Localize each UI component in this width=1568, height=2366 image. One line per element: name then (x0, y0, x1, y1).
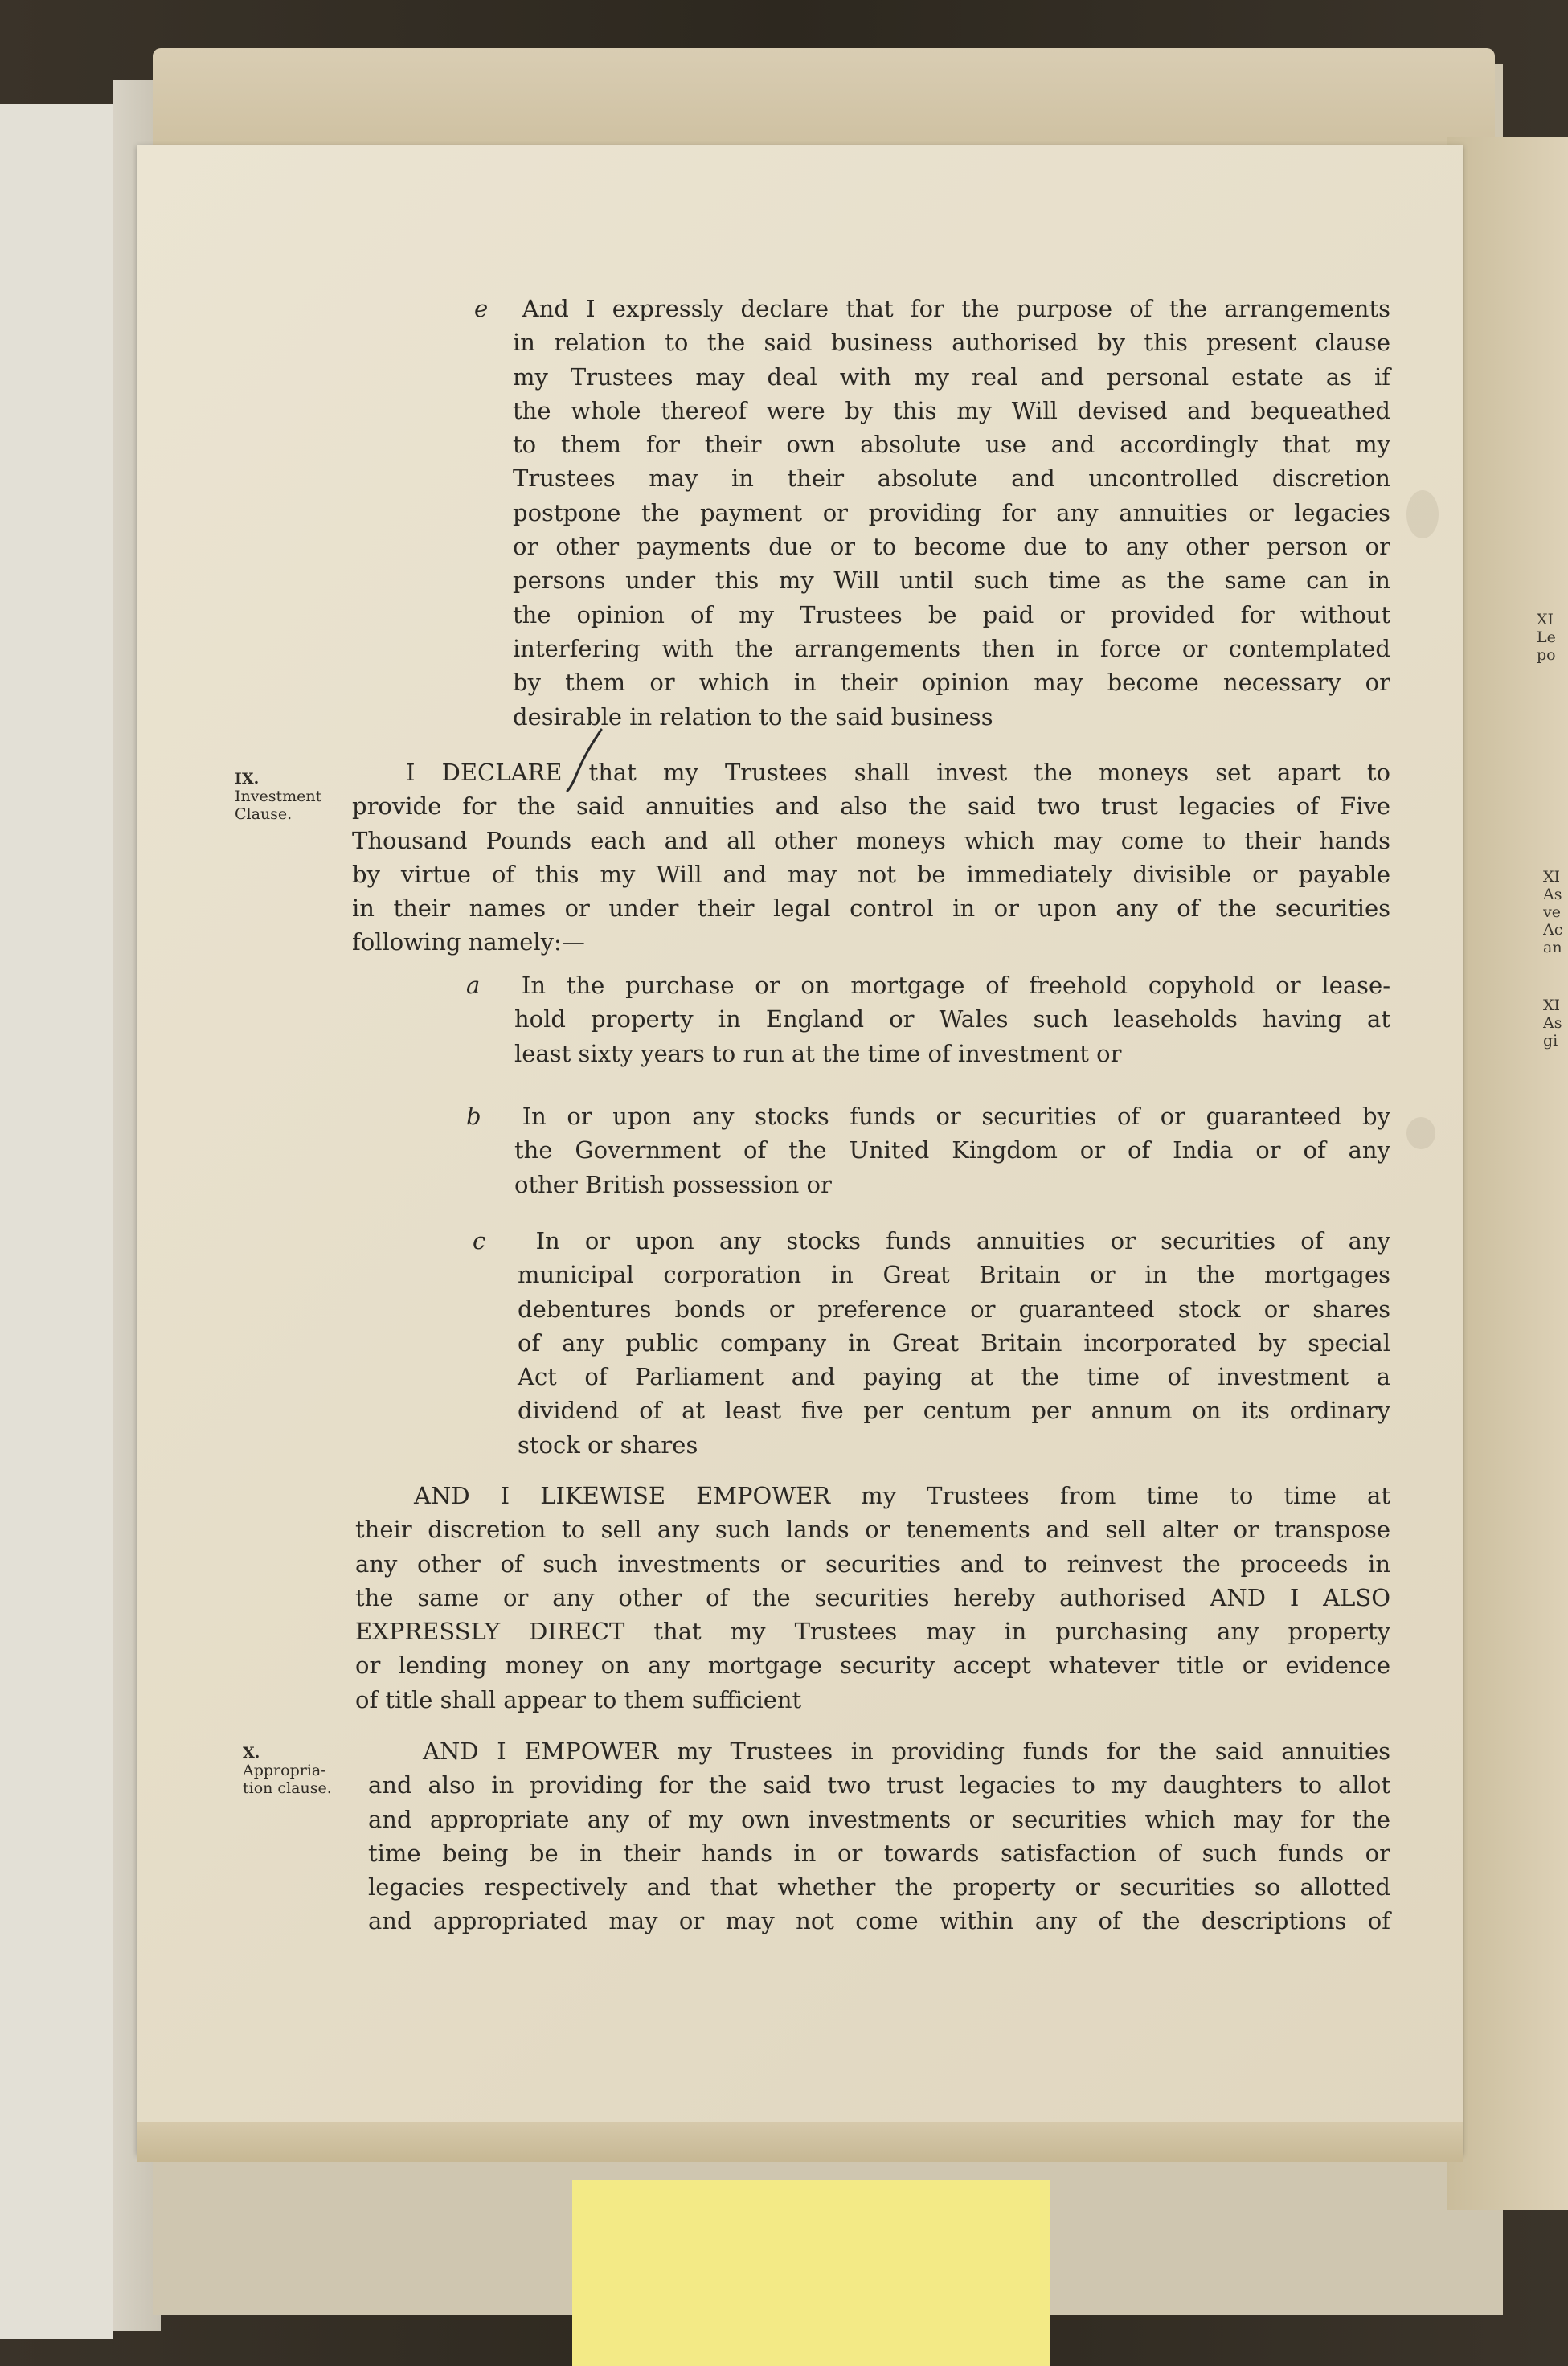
text-line: provide for the said annuities and also the said two trust legacies of Five (352, 792, 1390, 821)
clause-number: IX. (235, 770, 260, 788)
text-line: Trustees may in their absolute and uncontrolled discretion (513, 465, 1390, 493)
text-line: and appropriate any of my own investments or securities which may for the (368, 1805, 1390, 1833)
right-facing-page (1447, 137, 1568, 2210)
paper-stain (1406, 490, 1439, 538)
text-line: dividend of at least five per centum per annum on its ordinary (518, 1397, 1390, 1425)
text-line: of any public company in Great Britain incorporated by special (518, 1328, 1390, 1357)
fragment-text: As (1543, 886, 1562, 903)
text-line: debentures bonds or preference or guaranteed stock or shares (518, 1295, 1390, 1323)
fragment-text: XI (1543, 868, 1561, 886)
text-line: EXPRESSLY DIRECT that my Trustees may in purchasing any property (355, 1618, 1390, 1646)
left-blank-page (0, 104, 113, 2339)
text-line: interfering with the arrangements then in force or contemplated (513, 634, 1390, 662)
item-label: e (474, 295, 489, 322)
text-line: stock or shares (518, 1431, 698, 1459)
text-line: in relation to the said business authorised by this present clause (513, 329, 1390, 357)
empower-opening (414, 1479, 1390, 1513)
fragment-text: gi (1543, 1032, 1558, 1050)
line-text: And I expressly declare that for the purpose of the arrangements (522, 295, 1391, 322)
text-line: the same or any other of the securities hereby authorised AND I ALSO (355, 1583, 1390, 1611)
document-page (137, 145, 1463, 2154)
text-line: or lending money on any mortgage security accept whatever title or evidence (355, 1652, 1390, 1680)
clause-x-opening (423, 1734, 1390, 1768)
fragment-text: XI (1543, 997, 1561, 1014)
text-line: least sixty years to run at the time of investment or (514, 1039, 1122, 1067)
text-line: their discretion to sell any such lands or tenements and sell alter or transpose (355, 1516, 1390, 1544)
text-line: postpone the payment or providing for any annuities or legacies (513, 498, 1390, 526)
fragment-text: ve (1543, 903, 1561, 921)
text-line: hold property in England or Wales such leaseholds having at (514, 1005, 1390, 1034)
text-line: legacies respectively and that whether the property or securities so allotted (368, 1873, 1390, 1901)
text-line: by them or which in their opinion may become necessary or (513, 669, 1390, 697)
item-a-first (466, 968, 1390, 1002)
text-line (466, 968, 1390, 1002)
text-line: or other payments due or to become due to any other person or (513, 533, 1390, 561)
item-b-body (514, 1133, 1390, 1201)
item-label: a (466, 972, 481, 999)
clause-ix-opening (406, 755, 1390, 789)
paragraph-e (474, 292, 1390, 325)
text-line: to them for their own absolute use and accordingly that my (513, 431, 1390, 459)
text-line: other British possession or (514, 1170, 832, 1198)
clause-title: tion clause. (243, 1779, 332, 1797)
text-line: Thousand Pounds each and all other moneys which may come to their hands (352, 826, 1390, 854)
clause-ix-body (352, 789, 1390, 959)
text-line: following namely:— (352, 928, 585, 956)
text-line: desirable in relation to the said business (513, 702, 993, 731)
clause-title: Clause. (235, 805, 293, 823)
text-line: the Government of the United Kingdom or of India or of any (514, 1136, 1390, 1165)
fragment-text: po (1537, 646, 1556, 664)
fragment-text: Ac (1543, 921, 1563, 939)
margin-note-ix (235, 770, 321, 823)
fragment-text: an (1543, 939, 1562, 956)
margin-note-x (243, 1744, 332, 1797)
text-line: AND I LIKEWISE EMPOWER my Trustees from time to time at (414, 1482, 1390, 1509)
fragment-text: As (1543, 1014, 1562, 1032)
sticky-note (572, 2180, 1050, 2366)
empower-body (355, 1513, 1390, 1717)
line-text: In or upon any stocks funds or securities of or guaranteed by (522, 1103, 1391, 1130)
text-line: any other of such investments or securities and to reinvest the proceeds in (355, 1549, 1390, 1578)
folded-top-edge (153, 48, 1495, 161)
text-line: and also in providing for the said two trust legacies to my daughters to allot (368, 1771, 1390, 1799)
text-line: Act of Parliament and paying at the time of investment a (518, 1363, 1390, 1391)
paragraph-e-body (513, 325, 1390, 734)
text-line: AND I EMPOWER my Trustees in providing funds for the said annuities (423, 1738, 1390, 1765)
clause-number: X. (243, 1744, 260, 1762)
fragment-text: Le (1537, 628, 1556, 646)
item-label: b (466, 1103, 481, 1130)
text-line: of title shall appear to them sufficient (355, 1685, 802, 1713)
clause-title: Investment (235, 788, 322, 805)
text-line: the opinion of my Trustees be paid or provided for without (513, 600, 1390, 628)
text-line: the whole thereof were by this my Will devised and bequeathed (513, 396, 1390, 424)
paper-stain (1406, 1117, 1435, 1149)
text-line: persons under this my Will until such time as the same can in (513, 567, 1390, 595)
right-fragment-2 (1543, 868, 1568, 956)
line-text: In or upon any stocks funds annuities or securities of any (535, 1227, 1390, 1255)
text-line (474, 292, 1390, 325)
line-text: In the purchase or on mortgage of freehold copyhold or lease- (521, 972, 1390, 999)
fragment-text: XI (1537, 611, 1554, 628)
text-line: municipal corporation in Great Britain or in the mortgages (518, 1261, 1390, 1289)
text-line (466, 1099, 1390, 1133)
item-a-body (514, 1002, 1390, 1070)
page-bottom-edge (137, 2122, 1463, 2162)
item-c-body (518, 1258, 1390, 1462)
item-label: c (473, 1227, 486, 1255)
right-fragment-3 (1543, 997, 1568, 1050)
text-line: time being be in their hands in or towards satisfaction of such funds or (368, 1839, 1390, 1867)
text-line: by virtue of this my Will and may not be immediately divisible or payable (352, 860, 1390, 888)
item-b-first (466, 1099, 1390, 1133)
item-c-first (473, 1224, 1390, 1258)
text-line: in their names or under their legal control in or upon any of the securities (352, 894, 1390, 923)
text-line: my Trustees may deal with my real and personal estate as if (513, 362, 1390, 391)
right-fragment-1 (1537, 611, 1568, 664)
clause-x-body (368, 1768, 1390, 1938)
text-line (473, 1224, 1390, 1258)
text-line: and appropriated may or may not come within any of the descriptions of (368, 1907, 1390, 1935)
clause-title: Appropria- (243, 1762, 326, 1779)
text-line: I DECLARE that my Trustees shall invest the moneys set apart to (406, 759, 1390, 786)
